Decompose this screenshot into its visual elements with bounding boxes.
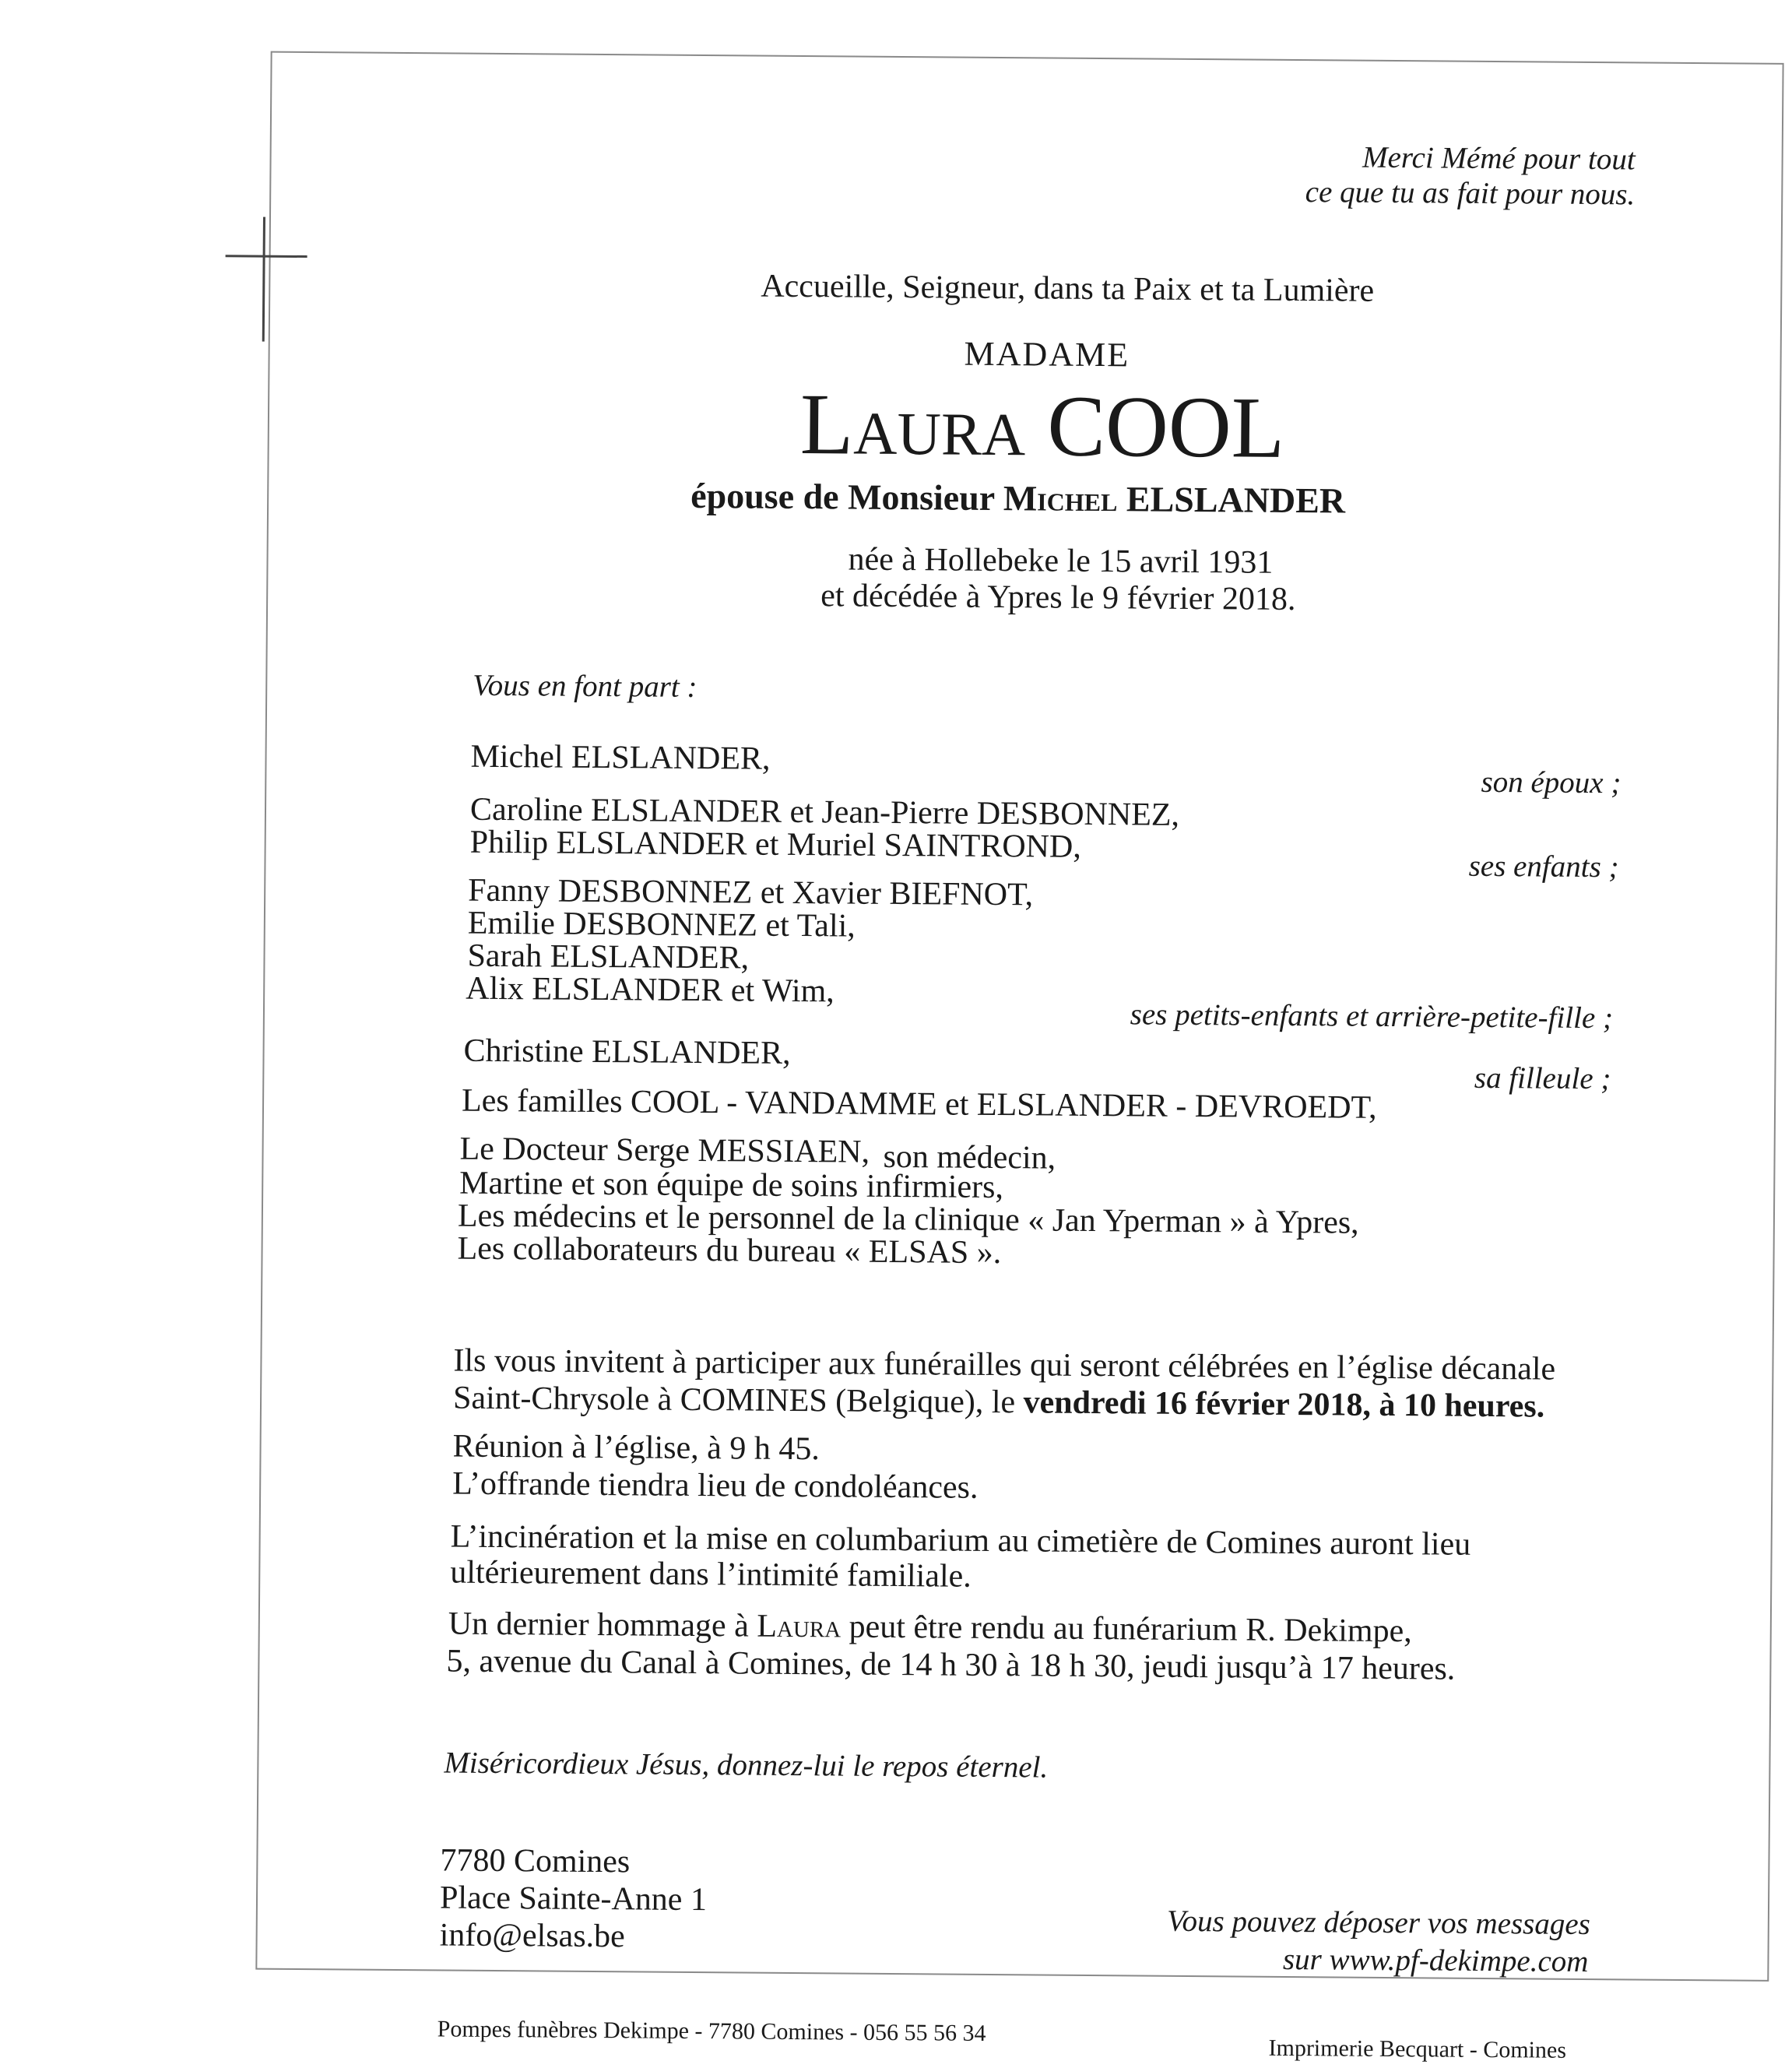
relation-label: sa filleule ;: [1474, 1060, 1611, 1096]
online-line-2: sur www.pf-dekimpe.com: [1282, 1942, 1589, 1979]
cremation-line-1: L’incinération et la mise en columbarium au cimetière de Comines auront lieu: [450, 1518, 1471, 1563]
dedication-line-1: Merci Mémé pour tout: [1362, 140, 1636, 177]
relation-label: son époux ;: [1481, 765, 1622, 800]
family-member: Sarah ELSLANDER,: [467, 937, 750, 976]
cross-vertical-bar: [262, 217, 265, 342]
honorific: MADAME: [964, 334, 1130, 375]
family-member: Michel ELSLANDER,: [470, 738, 771, 777]
family-member: Fanny DESBONNEZ et Xavier BIEFNOT,: [468, 872, 1034, 913]
prayer-text: Accueille, Seigneur, dans ta Paix et ta Lumière: [761, 268, 1375, 309]
spouse-prefix: épouse de Monsieur: [690, 475, 995, 518]
family-member: Philip ELSLANDER et Muriel SAINTROND,: [469, 824, 1082, 865]
family-member: Christine ELSLANDER,: [463, 1032, 791, 1071]
birth-line: née à Hollebeke le 15 avril 1931: [848, 541, 1274, 581]
spouse-line: [690, 475, 1345, 522]
family-member: Alix ELSLANDER et Wim,: [466, 970, 835, 1010]
family-member: Les familles COOL - VANDAMME et ELSLANDER - DEVROEDT,: [461, 1082, 1377, 1126]
tribute-text-a: Un dernier hommage à: [448, 1606, 757, 1644]
address-email: info@elsas.be: [439, 1917, 625, 1955]
footer-funeral-home: Pompes funèbres Dekimpe - 7780 Comines - 056 55 56 34: [437, 2016, 986, 2046]
cross-icon: [8, 0, 1792, 7]
spouse-last-name: ELSLANDER: [1126, 479, 1346, 521]
funeral-line-1: Ils vous invitent à participer aux funérailles qui seront célébrées en l’église décanale: [453, 1342, 1556, 1387]
tribute-name: Laura: [757, 1608, 842, 1645]
deceased-last-name: COOL: [1046, 378, 1285, 477]
address-street: Place Sainte-Anne 1: [439, 1880, 708, 1919]
deceased-first-name: Laura: [799, 376, 1026, 475]
death-line: et décédée à Ypres le 9 février 2018.: [820, 578, 1296, 618]
meeting-line: Réunion à l’église, à 9 h 45.: [452, 1428, 820, 1468]
spouse-first-name: Michel: [1003, 478, 1118, 519]
family-member: Le Docteur Serge MESSIAEN,: [459, 1131, 870, 1170]
funeral-line-2-text: Saint-Chrysole à COMINES (Belgique), le: [452, 1380, 1024, 1421]
cross-horizontal-bar: [226, 255, 307, 258]
offering-line: L’offrande tiendra lieu de condoléances.: [452, 1465, 979, 1506]
relation-label: ses enfants ;: [1468, 849, 1619, 885]
funeral-date-time: vendredi 16 février 2018, à 10 heures.: [1023, 1384, 1545, 1425]
tribute-text-b: peut être rendu au funérarium R. Dekimpe,: [840, 1609, 1412, 1650]
address-city: 7780 Comines: [440, 1842, 631, 1880]
dedication-line-2: ce que tu as fait pour nous.: [1305, 175, 1636, 212]
announce-label: Vous en font part :: [473, 668, 697, 704]
family-member: Emilie DESBONNEZ et Tali,: [467, 905, 856, 944]
online-line-1: Vous pouvez déposer vos messages: [1166, 1904, 1590, 1942]
family-member: Les médecins et le personnel de la clinique « Jan Yperman » à Ypres,: [457, 1198, 1359, 1241]
relation-label: ses petits-enfants et arrière-petite-fille ;: [1130, 997, 1614, 1036]
footer-printer: Imprimerie Becquart - Comines: [1268, 2035, 1567, 2063]
tribute-line-2: 5, avenue du Canal à Comines, de 14 h 30 à 18 h 30, jeudi jusqu’à 17 heures.: [446, 1643, 1456, 1687]
family-member: Martine et son équipe de soins infirmiers,: [459, 1165, 1004, 1206]
family-member: Caroline ELSLANDER et Jean-Pierre DESBONNEZ,: [469, 791, 1180, 833]
closing-prayer: Miséricordieux Jésus, donnez-lui le repos éternel.: [444, 1746, 1049, 1785]
deceased-name: [799, 376, 1285, 477]
family-member: Les collaborateurs du bureau « ELSAS ».: [457, 1230, 1002, 1271]
cremation-line-2: ultérieurement dans l’intimité familiale.: [450, 1554, 972, 1595]
relation-label: son médecin,: [883, 1138, 1056, 1176]
